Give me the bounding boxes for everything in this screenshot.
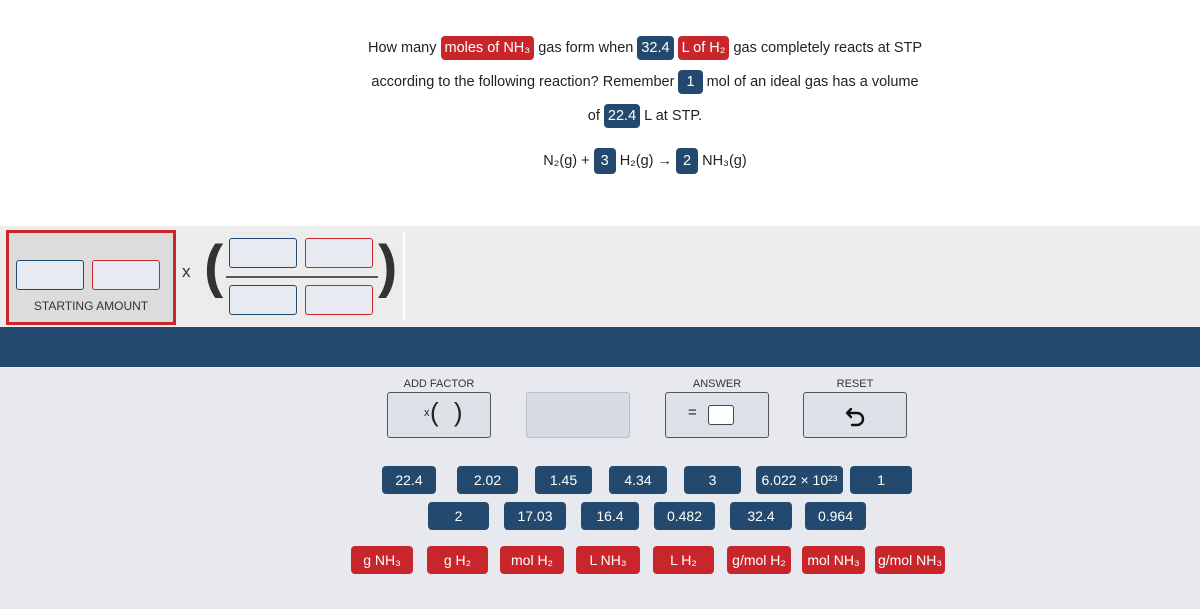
number-tile[interactable]: 2 [428, 502, 489, 530]
starting-amount-label: STARTING AMOUNT [33, 299, 149, 313]
unit-tile[interactable]: L H₂ [653, 546, 714, 574]
unit-tile[interactable]: g/mol H₂ [727, 546, 791, 574]
equation-product: NH₃(g) [702, 153, 747, 169]
reaction-equation [0, 148, 1200, 174]
reset-label: RESET [836, 378, 874, 390]
number-tile[interactable]: 1 [850, 466, 912, 494]
question-text: mol of an ideal gas has a volume [706, 74, 919, 90]
right-paren-icon: ) [378, 234, 398, 299]
factor-numerator-value-slot[interactable] [229, 238, 297, 268]
molar-value-chip: 1 [678, 70, 702, 94]
workspace-band [0, 226, 1200, 327]
factor-numerator-unit-slot[interactable] [305, 238, 373, 268]
factor-denominator-value-slot[interactable] [229, 285, 297, 315]
cursor-divider [403, 232, 405, 320]
question-text: gas form when [538, 40, 634, 56]
left-paren-icon: ( [204, 234, 224, 299]
given-unit-chip: L of H₂ [678, 36, 730, 60]
question-text: L at STP. [644, 108, 703, 124]
molar-volume-chip: 22.4 [604, 104, 640, 128]
equation-reactant-1: N₂(g) + [543, 153, 590, 169]
starting-unit-slot[interactable] [92, 260, 160, 290]
question-text: gas completely reacts at STP [733, 40, 923, 56]
starting-amount-box[interactable] [6, 230, 176, 325]
question-line-2 [0, 70, 1200, 94]
empty-factor-slot[interactable] [526, 392, 630, 438]
number-tile[interactable]: 6.022 × 10²³ [756, 466, 843, 494]
question-text: according to the following reaction? Remember [371, 74, 675, 90]
answer-label: ANSWER [692, 378, 742, 390]
question-text: of [587, 108, 600, 124]
factor-denominator-unit-slot[interactable] [305, 285, 373, 315]
number-tile[interactable]: 2.02 [457, 466, 518, 494]
answer-equals: = [688, 404, 697, 421]
navy-divider-band [0, 327, 1200, 367]
multiply-symbol: x [182, 262, 191, 281]
parentheses-icon: ( ) [430, 397, 467, 427]
number-tile[interactable]: 17.03 [504, 502, 566, 530]
number-tile[interactable]: 3 [684, 466, 741, 494]
number-tile[interactable]: 1.45 [535, 466, 592, 494]
question-line-1 [0, 36, 1200, 60]
number-tile[interactable]: 0.482 [654, 502, 715, 530]
question-line-3 [0, 104, 1200, 128]
answer-input-icon [708, 405, 734, 425]
reset-button[interactable] [803, 392, 907, 438]
unit-tile[interactable]: g/mol NH₃ [875, 546, 945, 574]
given-value-chip: 32.4 [637, 36, 673, 60]
undo-icon [844, 404, 868, 428]
add-factor-label: ADD FACTOR [403, 378, 475, 390]
unit-tile[interactable]: g H₂ [427, 546, 488, 574]
unit-tile[interactable]: L NH₃ [576, 546, 640, 574]
fraction-bar [226, 276, 378, 278]
coefficient-nh3: 2 [676, 148, 698, 174]
starting-value-slot[interactable] [16, 260, 84, 290]
answer-box[interactable] [665, 392, 769, 438]
add-factor-x: x [424, 407, 430, 419]
number-tile[interactable]: 4.34 [609, 466, 667, 494]
unit-tile[interactable]: g NH₃ [351, 546, 413, 574]
unknown-chip: moles of NH₃ [441, 36, 535, 60]
number-tile[interactable]: 16.4 [581, 502, 639, 530]
number-tile[interactable]: 32.4 [730, 502, 792, 530]
question-text: How many [367, 40, 437, 56]
coefficient-h2: 3 [594, 148, 616, 174]
number-tile[interactable]: 22.4 [382, 466, 436, 494]
number-tile[interactable]: 0.964 [805, 502, 866, 530]
unit-tile[interactable]: mol H₂ [500, 546, 564, 574]
equation-reactant-2: H₂(g) → [619, 153, 673, 169]
add-factor-button[interactable] [387, 392, 491, 438]
unit-tile[interactable]: mol NH₃ [802, 546, 865, 574]
